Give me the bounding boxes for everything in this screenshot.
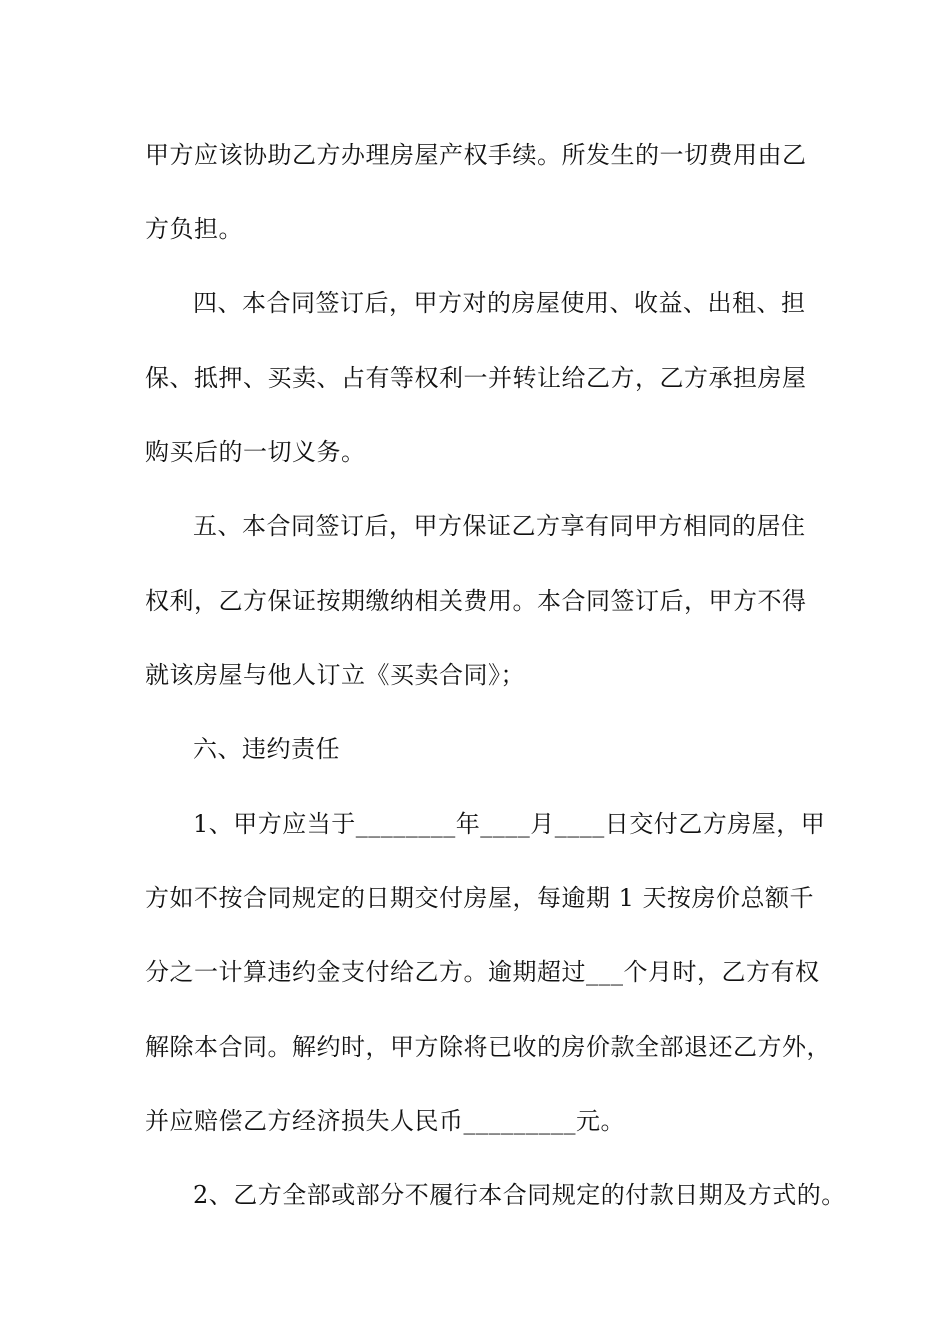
text-line: 方负担。 (145, 215, 243, 243)
text-line: 方如不按合同规定的日期交付房屋，每逾期 1 天按房价总额千 (145, 884, 815, 912)
text-line: 并应赔偿乙方经济损失人民币_________元。 (145, 1107, 625, 1135)
paragraph-5-start: 五、本合同签订后，甲方保证乙方享有同甲方相同的居住 (193, 512, 806, 540)
paragraph-4-start: 四、本合同签订后，甲方对的房屋使用、收益、出租、担 (193, 289, 806, 317)
text-line: 甲方应该协助乙方办理房屋产权手续。所发生的一切费用由乙 (145, 141, 807, 169)
clause-1-start: 1、甲方应当于________年____月____日交付乙方房屋，甲 (193, 810, 826, 838)
section-heading: 六、违约责任 (193, 735, 340, 763)
text-line: 保、抵押、买卖、占有等权利一并转让给乙方，乙方承担房屋 (145, 364, 807, 392)
text-line: 就该房屋与他人订立《买卖合同》； (145, 661, 525, 689)
text-line: 分之一计算违约金支付给乙方。逾期超过___个月时，乙方有权 (145, 958, 820, 986)
clause-2-start: 2、乙方全部或部分不履行本合同规定的付款日期及方式的。 (193, 1181, 846, 1209)
text-line: 权利，乙方保证按期缴纳相关费用。本合同签订后，甲方不得 (145, 587, 807, 615)
text-line: 购买后的一切义务。 (145, 438, 366, 466)
text-line: 解除本合同。解约时，甲方除将已收的房价款全部退还乙方外， (145, 1033, 831, 1061)
